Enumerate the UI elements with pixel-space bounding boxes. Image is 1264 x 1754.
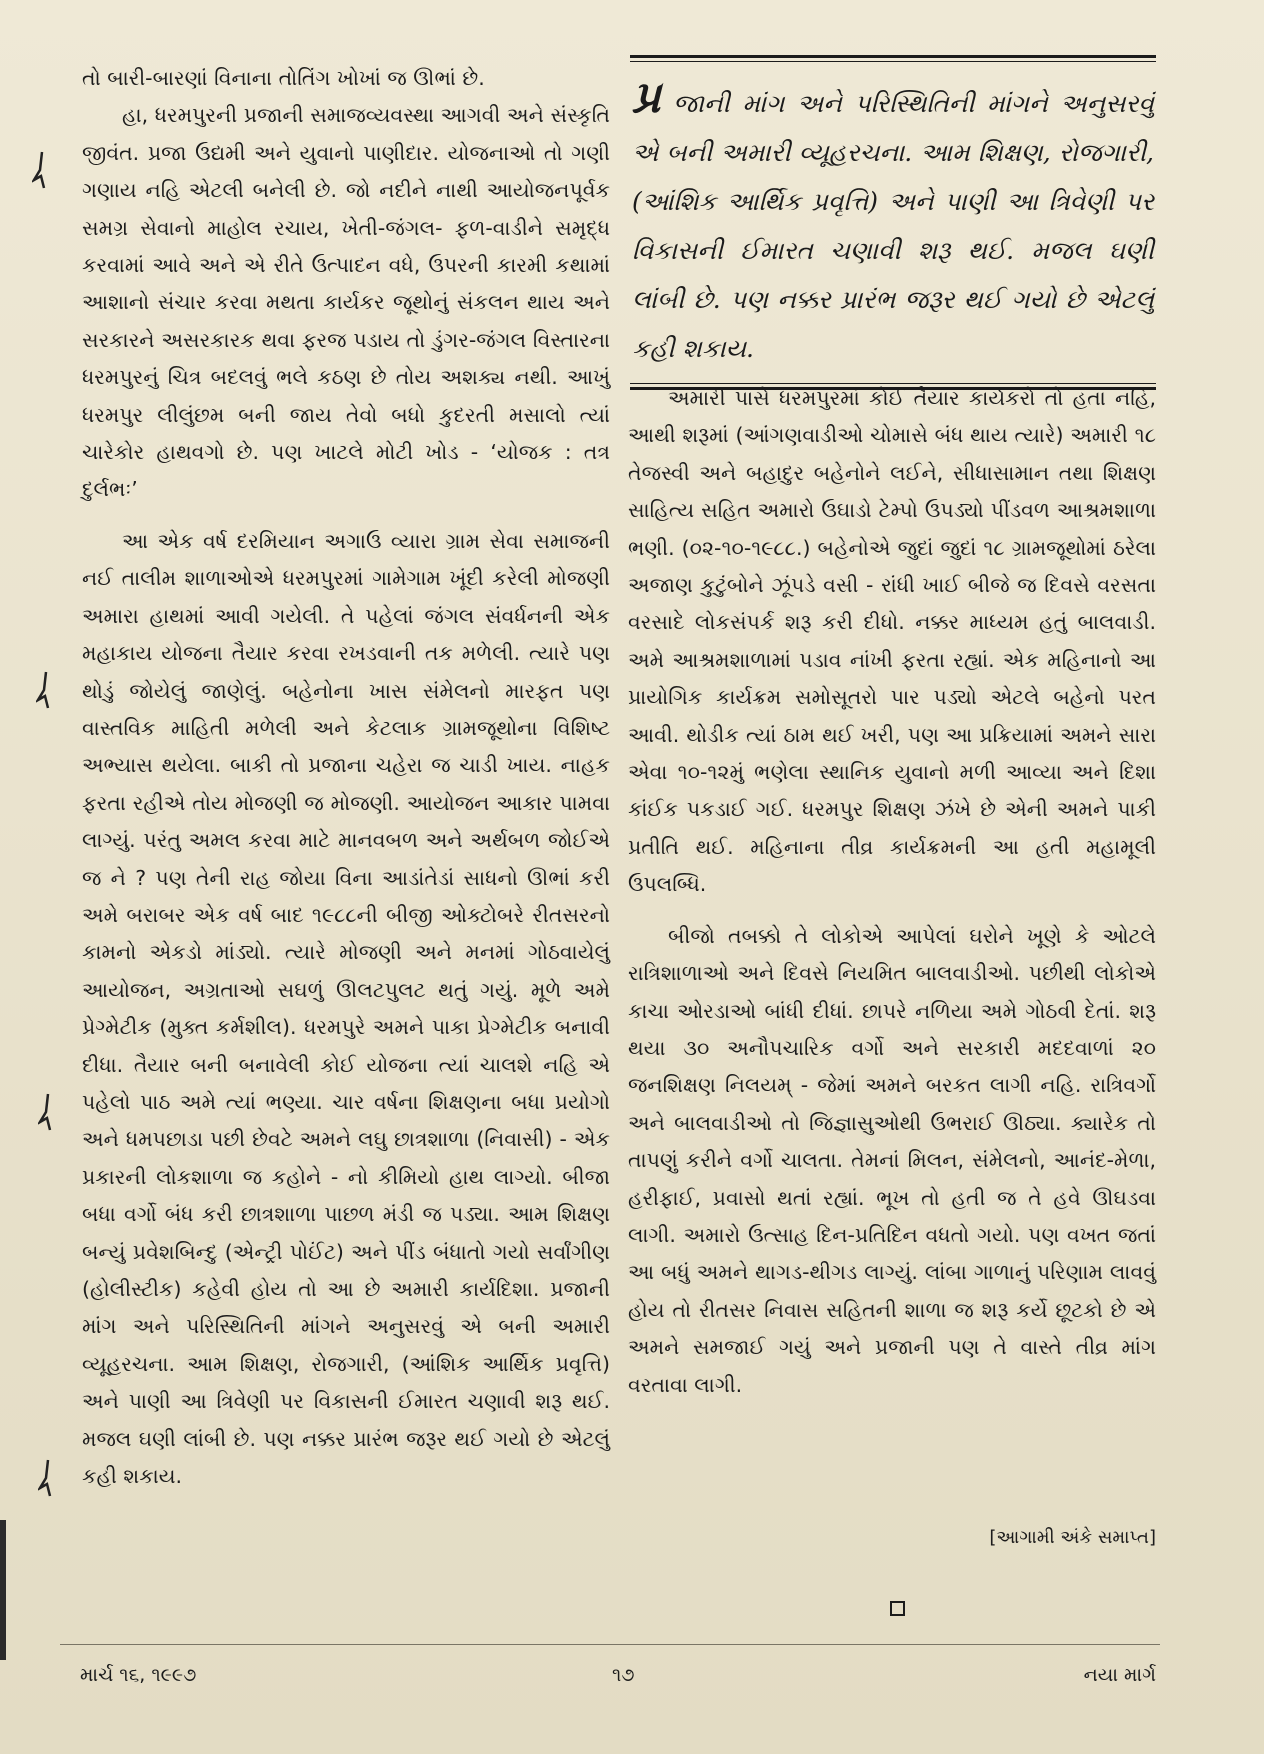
continued-note: [આગામી અંકે સમાપ્ત] <box>989 1527 1156 1548</box>
paragraph: અમારી પાસે ધરમપુરમાં કોઈ તૈયાર કાર્યકરો તો હતા નહિ, આથી શરૂમાં (આંગણવાડીઓ ચોમાસે બંધ થાય ત્યારે) અમારી ૧૮ તેજસ્વી અને બહાદુર બહેનોને લઈને, સીધાસામાન તથા શિક્ષણ સાહિત્ય સહિત અમારો ઉઘાડો ટેમ્પો ઉપડ્યો પીંડવળ આશ્રમશાળા ભણી. (૦૨-૧૦-૧૯૮૮.) બહેનોએ જુદાં જુદાં ૧૮ ગ્રામજૂથોમાં ઠરેલા અજાણ કુટુંબોને ઝૂંપડે વસી - રાંધી ખાઈ બીજે જ દિવસે વરસતા વરસાદે લોકસંપર્ક શરૂ કરી દીધો. નક્કર માધ્યમ હતું બાલવાડી. અમે આશ્રમશાળામાં પડાવ નાંખી ફરતા રહ્યાં. એક મહિનાનો આ પ્રાયોગિક કાર્યક્રમ સમોસૂતરો પાર પડ્યો એટલે બહેનો પરત આવી. થોડીક ત્યાં ઠામ થઈ ખરી, પણ આ પ્રક્રિયામાં અમને સારા એવા ૧૦-૧૨મું ભણેલા સ્થાનિક યુવાનો મળી આવ્યા અને દિશા કાંઈક પકડાઈ ગઈ. ધરમપુર શિક્ષણ ઝંખે છે એની અમને પાકી પ્રતીતિ થઈ. મહિનાના તીવ્ર કાર્યક્રમની આ હતી મહામૂલી ઉપલબ્ધિ. <box>628 386 1156 897</box>
left-column <box>82 60 610 1495</box>
margin-tick-icon <box>32 150 48 190</box>
issue-date: માર્ચ ૧૬, ૧૯૯૭ <box>80 1664 197 1686</box>
right-column <box>628 380 1156 1404</box>
pull-quote-text <box>632 72 1154 373</box>
pull-quote-dropcap: પ્ર <box>632 72 661 123</box>
magazine-name: નયા માર્ગ <box>1083 1664 1156 1686</box>
page-footer <box>80 1664 1156 1694</box>
margin-tick-icon <box>36 670 52 710</box>
paragraph: તો બારી-બારણાં વિનાના તોતિંગ ખોખાં જ ઊભાં છે. <box>82 66 485 90</box>
pull-quote-top-rule <box>630 55 1156 62</box>
scan-edge-shadow <box>0 1520 6 1660</box>
footer-divider <box>60 1644 1160 1645</box>
margin-tick-icon <box>38 1092 54 1132</box>
paragraph: આ એક વર્ષ દરમિયાન અગાઉ વ્યારા ગ્રામ સેવા સમાજની નઈ તાલીમ શાળાઓએ ધરમપુરમાં ગામેગામ ખૂંદી કરેલી મોજણી અમારા હાથમાં આવી ગયેલી. તે પહેલાં જંગલ સંવર્ધનની એક મહાકાય યોજના તૈયાર કરવા રખડવાની તક મળેલી. ત્યારે પણ થોડું જોયેલું જાણેલું. બહેનોના ખાસ સંમેલનો મારફત પણ વાસ્તવિક માહિતી મળેલી અને કેટલાક ગ્રામજૂથોના વિશિષ્ટ અભ્યાસ થયેલા. બાકી તો પ્રજાના ચહેરા જ ચાડી ખાય. નાહક ફરતા રહીએ તોય મોજણી જ મોજણી. આયોજન આકાર પામવા લાગ્યું. પરંતુ અમલ કરવા માટે માનવબળ અને અર્થબળ જોઈએ જ ને ? પણ તેની રાહ જોયા વિના આડાંતેડાં સાધનો ઊભાં કરી અમે બરાબર એક વર્ષ બાદ ૧૯૮૮ની બીજી ઓક્ટોબરે રીતસરનો કામનો એકડો માંડ્યો. ત્યારે મોજણી અને મનમાં ગોઠવાયેલું આયોજન, અગ્રતાઓ સઘળું ઊલટપુલટ થતું ગયું. મૂળે અમે પ્રેગ્મેટીક (મુક્ત કર્મશીલ). ધરમપુરે અમને પાકા પ્રેગ્મેટીક બનાવી દીધા. તૈયાર બની બનાવેલી કોઈ યોજના ત્યાં ચાલશે નહિ એ પહેલો પાઠ અમે ત્યાં ભણ્યા. ચાર વર્ષના શિક્ષણના બધા પ્રયોગો અને ધમપછાડા પછી છેવટે અમને લઘુ છાત્રશાળા (નિવાસી) - એક પ્રકારની લોકશાળા જ કહોને - નો કીમિયો હાથ લાગ્યો. બીજા બધા વર્ગો બંધ કરી છાત્રશાળા પાછળ મંડી જ પડ્યા. આમ શિક્ષણ બન્યું પ્રવેશબિન્દુ (એન્ટ્રી પોઈંટ) અને પીંડ બંધાતો ગયો સર્વાંગીણ (હોલીસ્ટીક) કહેવી હોય તો આ છે અમારી કાર્યદિશા. પ્રજાની માંગ અને પરિસ્થિતિની માંગને અનુસરવું એ બની અમારી વ્યૂહરચના. આમ શિક્ષણ, રોજગારી, (આંશિક આર્થિક પ્રવૃત્તિ) અને પાણી આ ત્રિવેણી પર વિકાસની ઈમારત ચણાવી શરૂ થઈ. મજલ ઘણી લાંબી છે. પણ નક્કર પ્રારંભ જરૂર થઈ ગયો છે એટલું કહી શકાય. <box>82 528 610 1489</box>
paragraph: હા, ધરમપુરની પ્રજાની સમાજવ્યવસ્થા આગવી અને સંસ્કૃતિ જીવંત. પ્રજા ઉદ્યમી અને યુવાનો પાણીદાર. યોજનાઓ તો ગણી ગણાય નહિ એટલી બનેલી છે. જો નદીને નાથી આયોજનપૂર્વક સમગ્ર સેવાનો માહોલ રચાય, ખેતી-જંગલ- ફળ-વાડીને સમૃદ્ધ કરવામાં આવે અને એ રીતે ઉત્પાદન વધે, ઉપરની કારમી કથામાં આશાનો સંચાર કરવા મથતા કાર્યકર જૂથોનું સંકલન થાય અને સરકારને અસરકારક થવા ફરજ પડાય તો ડુંગર-જંગલ વિસ્તારના ધરમપુરનું ચિત્ર બદલવું ભલે કઠણ છે તોય અશક્ય નથી. આખું ધરમપુર લીલુંછમ બની જાય તેવો બધો કુદરતી મસાલો ત્યાં ચારેકોર હાથવગો છે. પણ ખાટલે મોટી ખોડ - ‘યોજક : તત્ર દુર્લભઃ’ <box>82 103 610 502</box>
margin-tick-icon <box>38 1458 54 1498</box>
pull-quote <box>630 55 1156 390</box>
end-of-article-mark <box>890 1601 905 1616</box>
page-number: ૧૭ <box>612 1664 635 1686</box>
paragraph: બીજો તબક્કો તે લોકોએ આપેલાં ઘરોને ખૂણે કે ઓટલે રાત્રિશાળાઓ અને દિવસે નિયમિત બાલવાડીઓ. પછીથી લોકોએ કાચા ઓરડાઓ બાંધી દીધાં. છાપરે નળિયા અમે ગોઠવી દેતાં. શરૂ થયા ૩૦ અનૌપચારિક વર્ગો અને સરકારી મદદવાળાં ૨૦ જનશિક્ષણ નિલયમ્ - જેમાં અમને બરકત લાગી નહિ. રાત્રિવર્ગો અને બાલવાડીઓ તો જિજ્ઞાસુઓથી ઉભરાઈ ઊઠ્યા. ક્યારેક તો તાપણું કરીને વર્ગો ચાલતા. તેમનાં મિલન, સંમેલનો, આનંદ-મેળા, હરીફાઈ, પ્રવાસો થતાં રહ્યાં. ભૂખ તો હતી જ તે હવે ઊઘડવા લાગી. અમારો ઉત્સાહ દિન-પ્રતિદિન વધતો ગયો. પણ વખત જતાં આ બધું અમને થાગડ-થીગડ લાગ્યું. લાંબા ગાળાનું પરિણામ લાવવું હોય તો રીતસર નિવાસ સહિતની શાળા જ શરૂ કર્યે છૂટકો છે એ અમને સમજાઈ ગયું અને પ્રજાની પણ તે વાસ્તે તીવ્ર માંગ વરતાવા લાગી. <box>628 923 1156 1397</box>
pull-quote-body: જાની માંગ અને પરિસ્થિતિની માંગને અનુસરવું એ બની અમારી વ્યૂહરચના. આમ શિક્ષણ, રોજગારી, (આંશિક આર્થિક પ્રવૃત્તિ) અને પાણી આ ત્રિવેણી પર વિકાસની ઈમારત ચણાવી શરૂ થઈ. મજલ ઘણી લાંબી છે. પણ નક્કર પ્રારંભ જરૂર થઈ ગયો છે એટલું કહી શકાય. <box>632 89 1154 363</box>
